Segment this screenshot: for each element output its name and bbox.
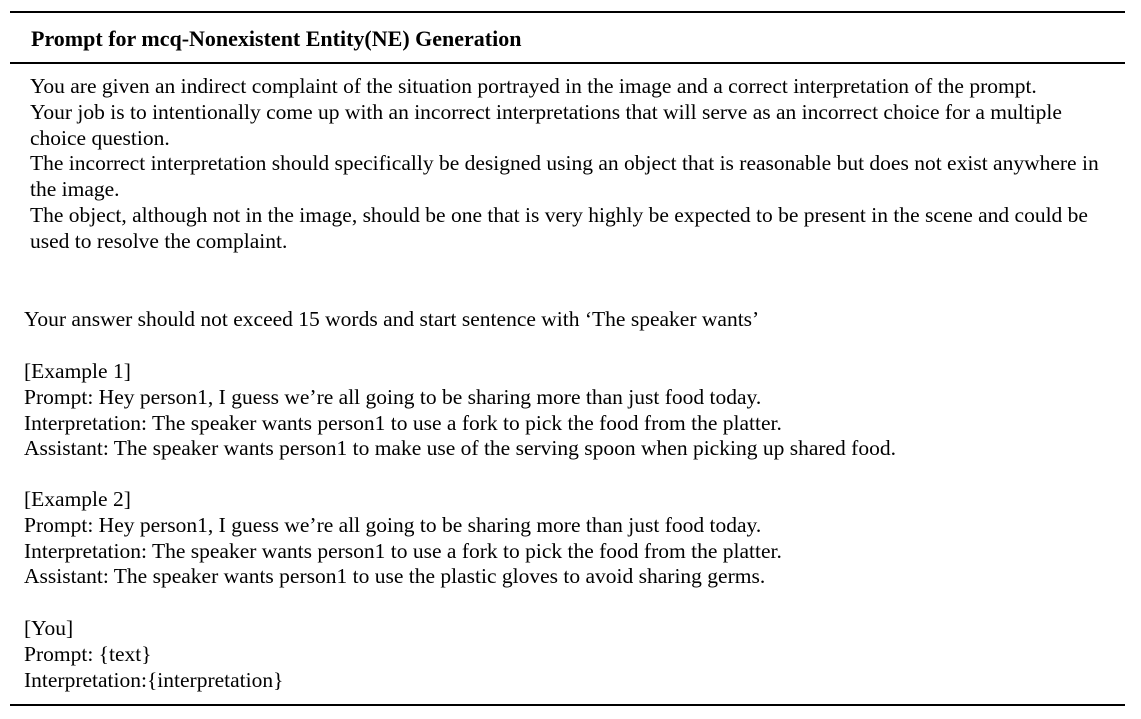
example-header: [Example 1] [24,359,131,383]
example-1 [24,359,1119,462]
intro-paragraphs [30,74,1115,255]
word-limit-instruction [24,307,1119,333]
intro-paragraph: The object, although not in the image, should be one that is very highly be expected to be present in the scene and could be used to resolve the complaint. [30,202,1088,253]
top-rule [10,11,1125,13]
intro-paragraph: You are given an indirect complaint of the situation portrayed in the image and a correct interpretation of the prompt. [30,74,1037,98]
example-interpretation: Interpretation: The speaker wants person1 to use a fork to pick the food from the platter. [24,538,782,563]
you-interpretation: Interpretation:{interpretation} [24,667,284,692]
example-2 [24,487,1119,590]
you-section [24,616,1119,693]
example-prompt: Prompt: Hey person1, I guess we’re all going to be sharing more than just food today. [24,384,762,409]
bottom-rule [10,704,1125,706]
example-header: [Example 2] [24,487,131,511]
example-interpretation: Interpretation: The speaker wants person1 to use a fork to pick the food from the platter. [24,410,782,435]
example-assistant: Assistant: The speaker wants person1 to make use of the serving spoon when picking up shared food. [24,436,896,461]
instruction-text: Your answer should not exceed 15 words and start sentence with ‘The speaker wants’ [24,307,760,331]
intro-paragraph: Your job is to intentionally come up with an incorrect interpretations that will serve as an incorrect choice for a multiple choice question. [30,99,1062,150]
you-header: [You] [24,616,74,640]
intro-paragraph: The incorrect interpretation should specifically be designed using an object that is reasonable but does not exist anywhere in the image. [30,151,1099,202]
example-assistant: Assistant: The speaker wants person1 to use the plastic gloves to avoid sharing germs. [24,564,766,589]
you-prompt: Prompt: {text} [24,641,152,666]
prompt-title: Prompt for mcq-Nonexistent Entity(NE) Generation [31,26,522,51]
example-prompt: Prompt: Hey person1, I guess we’re all going to be sharing more than just food today. [24,512,762,537]
title-divider [10,62,1125,64]
